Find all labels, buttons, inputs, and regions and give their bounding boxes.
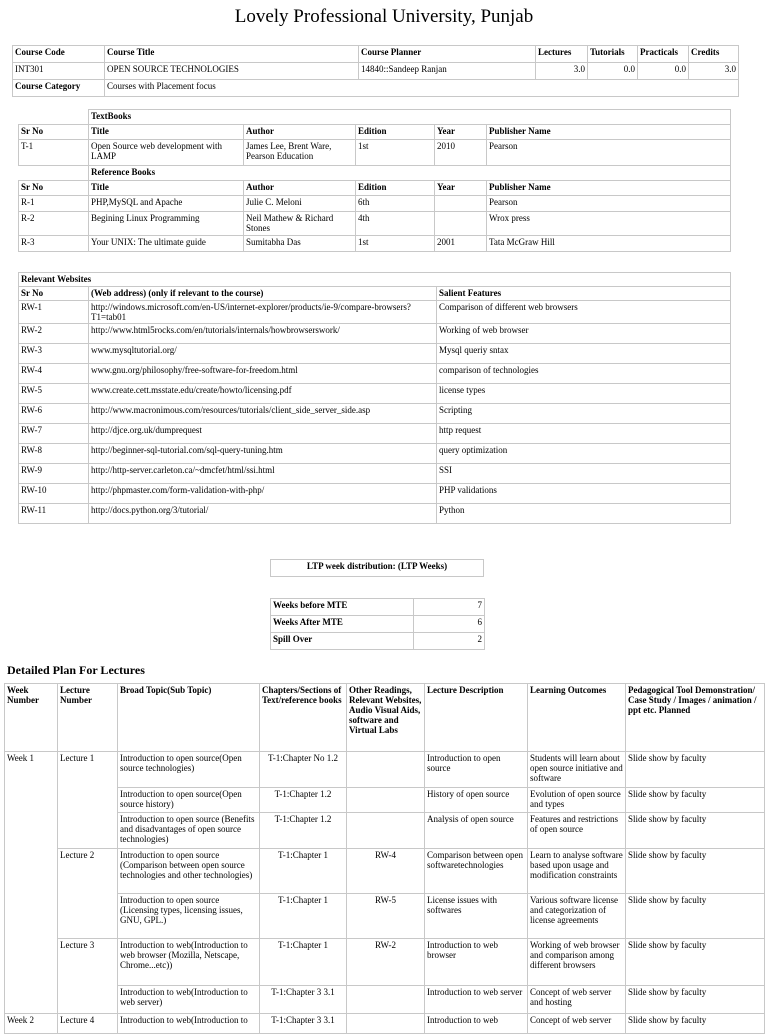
ref-author-header: Author bbox=[244, 181, 356, 196]
table-row bbox=[271, 616, 485, 633]
plan-readings bbox=[347, 788, 425, 813]
ref-title: PHP,MySQL and Apache bbox=[89, 196, 244, 212]
website-url: http://http-server.carleton.ca/~dmcfet/html/ssi.html bbox=[89, 464, 437, 484]
course-title: OPEN SOURCE TECHNOLOGIES bbox=[105, 63, 359, 80]
book-publisher-header: Publisher Name bbox=[487, 125, 731, 140]
table-row bbox=[19, 301, 731, 324]
ref-publisher: Pearson bbox=[487, 196, 731, 212]
table-row bbox=[19, 384, 731, 404]
website-url-header: (Web address) (only if relevant to the course) bbox=[89, 287, 437, 301]
ref-sr: R-2 bbox=[19, 212, 89, 236]
book-year: 2010 bbox=[435, 140, 487, 166]
plan-desc: Introduction to web bbox=[425, 1014, 528, 1034]
ref-year: 2001 bbox=[435, 236, 487, 252]
table-row bbox=[19, 484, 731, 504]
plan-week: Week 1 bbox=[5, 752, 58, 1014]
page-title: Lovely Professional University, Punjab bbox=[234, 6, 534, 27]
table-row bbox=[19, 196, 731, 212]
plan-outcomes: Concept of web server bbox=[528, 1014, 626, 1034]
table-row bbox=[19, 444, 731, 464]
book-sr: T-1 bbox=[19, 140, 89, 166]
table-row bbox=[5, 986, 765, 1014]
ref-edition: 6th bbox=[356, 196, 435, 212]
book-title: Open Source web development with LAMP bbox=[89, 140, 244, 166]
website-feature: comparison of technologies bbox=[437, 364, 731, 384]
table-row bbox=[5, 849, 765, 894]
website-sr: RW-6 bbox=[19, 404, 89, 424]
website-feature: query optimization bbox=[437, 444, 731, 464]
chapters-header: Chapters/Sections of Text/reference books bbox=[260, 684, 347, 752]
table-row bbox=[5, 752, 765, 788]
website-feature: Scripting bbox=[437, 404, 731, 424]
topic-header: Broad Topic(Sub Topic) bbox=[118, 684, 260, 752]
practicals-value: 0.0 bbox=[638, 63, 689, 80]
books-table bbox=[18, 109, 731, 252]
plan-outcomes: Working of web browser and comparison among different browsers bbox=[528, 939, 626, 986]
website-feature: PHP validations bbox=[437, 484, 731, 504]
website-url: http://phpmaster.com/form-validation-with-php/ bbox=[89, 484, 437, 504]
practicals-header: Practicals bbox=[638, 46, 689, 63]
plan-chapters: T-1:Chapter No 1.2 bbox=[260, 752, 347, 788]
lectures-header: Lectures bbox=[536, 46, 588, 63]
website-url: http://www.macronimous.com/resources/tutorials/client_side_server_side.asp bbox=[89, 404, 437, 424]
table-row bbox=[19, 424, 731, 444]
tutorials-header: Tutorials bbox=[588, 46, 638, 63]
book-author-header: Author bbox=[244, 125, 356, 140]
ref-sr-header: Sr No bbox=[19, 181, 89, 196]
desc-header: Lecture Description bbox=[425, 684, 528, 752]
course-title-header: Course Title bbox=[105, 46, 359, 63]
tutorials-value: 0.0 bbox=[588, 63, 638, 80]
ref-year bbox=[435, 212, 487, 236]
plan-desc: Analysis of open source bbox=[425, 813, 528, 849]
table-row bbox=[19, 212, 731, 236]
tool-header: Pedagogical Tool Demonstration/ Case Study / Images / animation / ppt etc. Planned bbox=[626, 684, 765, 752]
ltp-title: LTP week distribution: (LTP Weeks) bbox=[271, 560, 484, 577]
ltp-label: Weeks After MTE bbox=[271, 616, 414, 633]
plan-tool: Slide show by faculty bbox=[626, 849, 765, 894]
plan-chapters: T-1:Chapter 1 bbox=[260, 939, 347, 986]
plan-chapters: T-1:Chapter 3 3.1 bbox=[260, 986, 347, 1014]
website-sr: RW-11 bbox=[19, 504, 89, 524]
plan-outcomes: Features and restrictions of open source bbox=[528, 813, 626, 849]
plan-chapters: T-1:Chapter 1 bbox=[260, 894, 347, 939]
plan-topic: Introduction to open source (Comparison between open source technologies and other technologies) bbox=[118, 849, 260, 894]
website-sr: RW-1 bbox=[19, 301, 89, 324]
course-code-header: Course Code bbox=[13, 46, 105, 63]
plan-tool: Slide show by faculty bbox=[626, 939, 765, 986]
plan-topic: Introduction to web(Introduction to bbox=[118, 1014, 260, 1034]
plan-topic: Introduction to open source (Benefits and disadvantages of open source technologies) bbox=[118, 813, 260, 849]
plan-tool: Slide show by faculty bbox=[626, 894, 765, 939]
website-url: http://windows.microsoft.com/en-US/internet-explorer/products/ie-9/compare-browsers?T1=tab01 bbox=[89, 301, 437, 324]
website-sr: RW-7 bbox=[19, 424, 89, 444]
websites-body bbox=[19, 301, 731, 524]
plan-topic: Introduction to open source (Licensing types, licensing issues, GNU, GPL.) bbox=[118, 894, 260, 939]
website-sr: RW-3 bbox=[19, 344, 89, 364]
website-feature: license types bbox=[437, 384, 731, 404]
book-edition-header: Edition bbox=[356, 125, 435, 140]
plan-topic: Introduction to web(Introduction to web server) bbox=[118, 986, 260, 1014]
ref-publisher: Tata McGraw Hill bbox=[487, 236, 731, 252]
website-url: www.gnu.org/philosophy/free-software-for-freedom.html bbox=[89, 364, 437, 384]
website-sr: RW-2 bbox=[19, 324, 89, 344]
plan-lecture: Lecture 3 bbox=[58, 939, 118, 1014]
credits-value: 3.0 bbox=[689, 63, 739, 80]
plan-readings: RW-2 bbox=[347, 939, 425, 986]
website-sr: RW-8 bbox=[19, 444, 89, 464]
plan-outcomes: Evolution of open source and types bbox=[528, 788, 626, 813]
table-row bbox=[5, 894, 765, 939]
course-info-table bbox=[12, 45, 739, 97]
reference-books-label: Reference Books bbox=[89, 166, 731, 181]
ref-edition: 4th bbox=[356, 212, 435, 236]
plan-desc: History of open source bbox=[425, 788, 528, 813]
plan-body bbox=[5, 752, 765, 1034]
table-row bbox=[19, 504, 731, 524]
book-publisher: Pearson bbox=[487, 140, 731, 166]
website-sr: RW-9 bbox=[19, 464, 89, 484]
table-row bbox=[19, 364, 731, 384]
website-url: http://docs.python.org/3/tutorial/ bbox=[89, 504, 437, 524]
ref-author: Sumitabha Das bbox=[244, 236, 356, 252]
plan-week: Week 2 bbox=[5, 1014, 58, 1034]
plan-readings: RW-5 bbox=[347, 894, 425, 939]
course-planner: 14840::Sandeep Ranjan bbox=[359, 63, 536, 80]
ltp-title-box bbox=[270, 559, 484, 577]
websites-table bbox=[18, 272, 731, 524]
table-row bbox=[19, 324, 731, 344]
table-row bbox=[5, 788, 765, 813]
plan-topic: Introduction to open source(Open source history) bbox=[118, 788, 260, 813]
ref-author: Julie C. Meloni bbox=[244, 196, 356, 212]
ltp-value: 6 bbox=[414, 616, 485, 633]
website-sr: RW-10 bbox=[19, 484, 89, 504]
website-feature: http request bbox=[437, 424, 731, 444]
plan-readings bbox=[347, 752, 425, 788]
plan-tool: Slide show by faculty bbox=[626, 788, 765, 813]
website-url: http://www.html5rocks.com/en/tutorials/internals/howbrowserswork/ bbox=[89, 324, 437, 344]
ref-title: Begining Linux Programming bbox=[89, 212, 244, 236]
table-row bbox=[5, 813, 765, 849]
table-row bbox=[19, 236, 731, 252]
lecture-header: Lecture Number bbox=[58, 684, 118, 752]
ref-edition-header: Edition bbox=[356, 181, 435, 196]
plan-chapters: T-1:Chapter 1.2 bbox=[260, 813, 347, 849]
plan-desc: License issues with softwares bbox=[425, 894, 528, 939]
plan-outcomes: Learn to analyse software based upon usage and modification constraints bbox=[528, 849, 626, 894]
readings-header: Other Readings, Relevant Websites, Audio Visual Aids, software and Virtual Labs bbox=[347, 684, 425, 752]
credits-header: Credits bbox=[689, 46, 739, 63]
ref-sr: R-1 bbox=[19, 196, 89, 212]
website-feature: Working of web browser bbox=[437, 324, 731, 344]
plan-lecture: Lecture 4 bbox=[58, 1014, 118, 1034]
website-url: www.mysqltutorial.org/ bbox=[89, 344, 437, 364]
book-year-header: Year bbox=[435, 125, 487, 140]
ref-publisher: Wrox press bbox=[487, 212, 731, 236]
ref-year-header: Year bbox=[435, 181, 487, 196]
plan-lecture: Lecture 2 bbox=[58, 849, 118, 939]
plan-chapters: T-1:Chapter 1 bbox=[260, 849, 347, 894]
lecture-plan-table bbox=[4, 683, 765, 1034]
plan-chapters: T-1:Chapter 1.2 bbox=[260, 788, 347, 813]
lectures-value: 3.0 bbox=[536, 63, 588, 80]
ltp-label: Spill Over bbox=[271, 633, 414, 650]
plan-tool: Slide show by faculty bbox=[626, 813, 765, 849]
plan-readings bbox=[347, 986, 425, 1014]
plan-lecture: Lecture 1 bbox=[58, 752, 118, 849]
table-row bbox=[19, 344, 731, 364]
plan-readings bbox=[347, 813, 425, 849]
ref-sr: R-3 bbox=[19, 236, 89, 252]
plan-desc: Comparison between open softwaretechnologies bbox=[425, 849, 528, 894]
table-row bbox=[271, 633, 485, 650]
book-author: James Lee, Brent Ware, Pearson Education bbox=[244, 140, 356, 166]
table-row bbox=[19, 140, 731, 166]
ltp-label: Weeks before MTE bbox=[271, 599, 414, 616]
ref-edition: 1st bbox=[356, 236, 435, 252]
website-sr: RW-4 bbox=[19, 364, 89, 384]
websites-label: Relevant Websites bbox=[19, 273, 731, 287]
textbooks-label: TextBooks bbox=[89, 110, 731, 125]
course-code: INT301 bbox=[13, 63, 105, 80]
ltp-table bbox=[270, 598, 485, 650]
plan-tool: Slide show by faculty bbox=[626, 986, 765, 1014]
table-row bbox=[271, 599, 485, 616]
plan-title: Detailed Plan For Lectures bbox=[7, 663, 145, 677]
table-row bbox=[19, 404, 731, 424]
week-header: Week Number bbox=[5, 684, 58, 752]
book-edition: 1st bbox=[356, 140, 435, 166]
website-feature: Comparison of different web browsers bbox=[437, 301, 731, 324]
plan-topic: Introduction to open source(Open source technologies) bbox=[118, 752, 260, 788]
website-sr: RW-5 bbox=[19, 384, 89, 404]
plan-topic: Introduction to web(Introduction to web browser (Mozilla, Netscape, Chrome...etc)) bbox=[118, 939, 260, 986]
table-row bbox=[19, 464, 731, 484]
plan-desc: Introduction to open source bbox=[425, 752, 528, 788]
website-feature: SSI bbox=[437, 464, 731, 484]
table-row bbox=[5, 939, 765, 986]
course-planner-header: Course Planner bbox=[359, 46, 536, 63]
ref-author: Neil Mathew & Richard Stones bbox=[244, 212, 356, 236]
website-url: http://djce.org.uk/dumprequest bbox=[89, 424, 437, 444]
plan-outcomes: Students will learn about open source initiative and software bbox=[528, 752, 626, 788]
ltp-value: 7 bbox=[414, 599, 485, 616]
course-category-label: Course Category bbox=[13, 80, 105, 97]
plan-tool: Slide show by faculty bbox=[626, 1014, 765, 1034]
plan-outcomes: Various software license and categorization of license agreements bbox=[528, 894, 626, 939]
book-sr-header: Sr No bbox=[19, 125, 89, 140]
plan-readings: RW-4 bbox=[347, 849, 425, 894]
ref-title-header: Title bbox=[89, 181, 244, 196]
ref-year bbox=[435, 196, 487, 212]
website-feature: Mysql queriy sntax bbox=[437, 344, 731, 364]
course-category: Courses with Placement focus bbox=[105, 80, 739, 97]
plan-tool: Slide show by faculty bbox=[626, 752, 765, 788]
ltp-value: 2 bbox=[414, 633, 485, 650]
plan-outcomes: Concept of web server and hosting bbox=[528, 986, 626, 1014]
outcomes-header: Learning Outcomes bbox=[528, 684, 626, 752]
website-feature: Python bbox=[437, 504, 731, 524]
website-sr-header: Sr No bbox=[19, 287, 89, 301]
ref-publisher-header: Publisher Name bbox=[487, 181, 731, 196]
book-title-header: Title bbox=[89, 125, 244, 140]
website-url: http://beginner-sql-tutorial.com/sql-query-tuning.htm bbox=[89, 444, 437, 464]
ref-title: Your UNIX: The ultimate guide bbox=[89, 236, 244, 252]
plan-desc: Introduction to web browser bbox=[425, 939, 528, 986]
plan-desc: Introduction to web server bbox=[425, 986, 528, 1014]
website-feature-header: Salient Features bbox=[437, 287, 731, 301]
website-url: www.create.cett.msstate.edu/create/howto/licensing.pdf bbox=[89, 384, 437, 404]
plan-chapters: T-1:Chapter 3 3.1 bbox=[260, 1014, 347, 1034]
